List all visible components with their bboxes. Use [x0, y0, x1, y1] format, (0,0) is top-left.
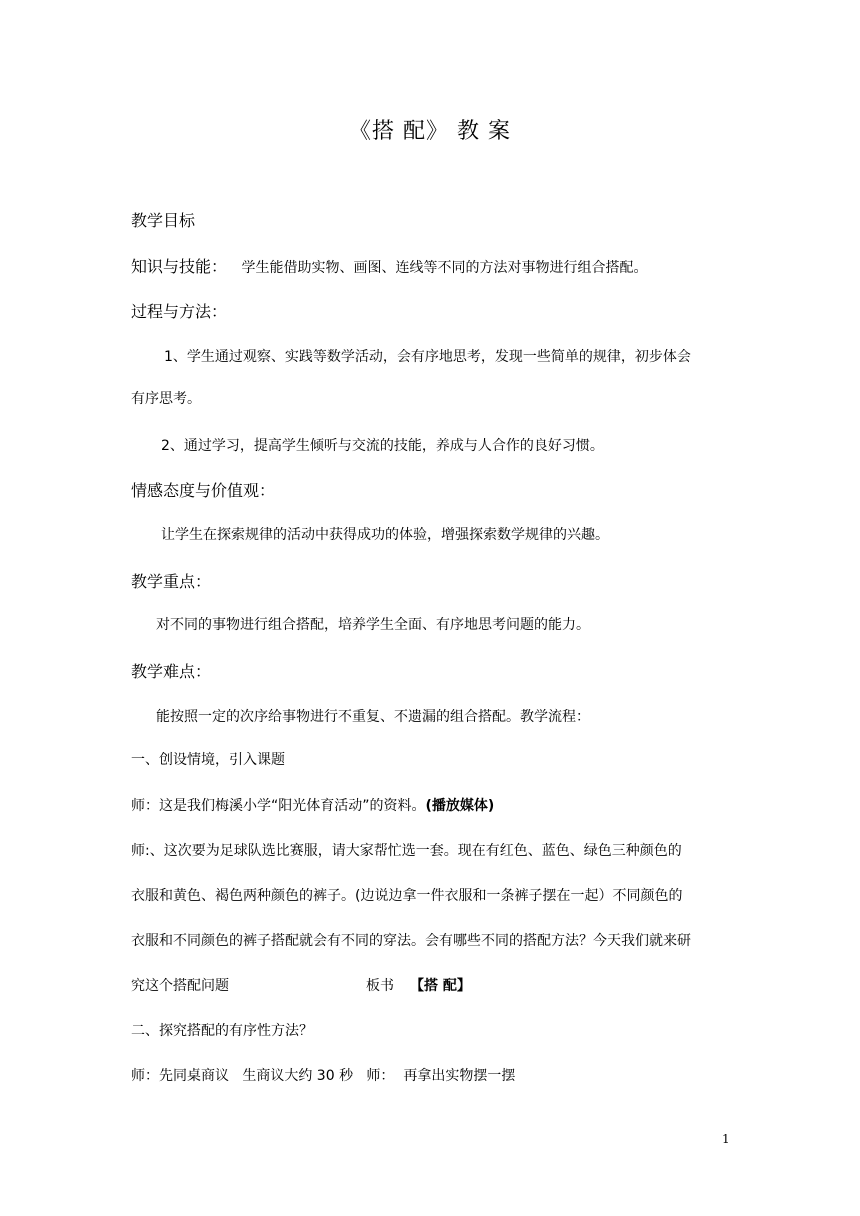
process-item-1: 1、学生通过观察、实践等数学活动，会有序地思考，发现一些简单的规律，初步体会: [164, 349, 691, 365]
process-item-1-continued: 有序思考。: [131, 391, 201, 407]
teacher-line-2a: 师:、这次要为足球队选比赛服，请大家帮忙选一套。现在有红色、蓝色、绿色三种颜色的: [131, 843, 682, 859]
key-text: 对不同的事物进行组合搭配，培养学生全面、有序地思考问题的能力。: [156, 617, 590, 633]
process-heading: 过程与方法：: [131, 302, 228, 321]
teacher-line-2b: 衣服和黄色、褐色两种颜色的裤子。(边说边拿一件衣服和一条裤子摆在一起）不同颜色的: [131, 888, 683, 904]
board-text: 【搭 配】: [410, 978, 471, 994]
teacher-line-3: 师：先同桌商议 生商议大约 30 秒 师： 再拿出实物摆一摆: [131, 1068, 516, 1084]
section-2-heading: 二、探究搭配的有序性方法？: [131, 1023, 313, 1039]
document-title: 《搭 配》 教 案: [349, 119, 511, 144]
attitude-heading: 情感态度与价值观：: [131, 481, 276, 500]
teacher-line-2d: 究这个搭配问题: [131, 978, 229, 994]
teacher-line-1: [131, 795, 494, 815]
page-number: 1: [722, 1132, 730, 1146]
difficulty-text: 能按照一定的次序给事物进行不重复、不遗漏的组合搭配。教学流程：: [156, 709, 590, 725]
board-label: 板书: [366, 978, 394, 994]
goals-heading: 教学目标: [131, 211, 196, 230]
attitude-text: 让学生在探索规律的活动中获得成功的体验，增强探索数学规律的兴趣。: [161, 527, 609, 543]
section-1-heading: 一、创设情境，引入课题: [131, 752, 285, 768]
process-item-2: 2、通过学习，提高学生倾听与交流的技能，养成与人合作的良好习惯。: [161, 438, 604, 454]
skill-text: 学生能借助实物、画图、连线等不同的方法对事物进行组合搭配。: [241, 260, 648, 276]
teacher-line-1-text: 师：这是我们梅溪小学“阳光体育活动”的资料。: [131, 798, 426, 814]
teacher-line-2c: 衣服和不同颜色的裤子搭配就会有不同的穿法。会有哪些不同的搭配方法？今天我们就来研: [131, 933, 691, 949]
skill-line: [131, 254, 647, 277]
difficulty-heading: 教学难点：: [131, 662, 212, 681]
teacher-line-1-emphasis: (播放媒体): [425, 798, 495, 814]
skill-label: 知识与技能：: [131, 257, 228, 276]
key-heading: 教学重点：: [131, 572, 212, 591]
